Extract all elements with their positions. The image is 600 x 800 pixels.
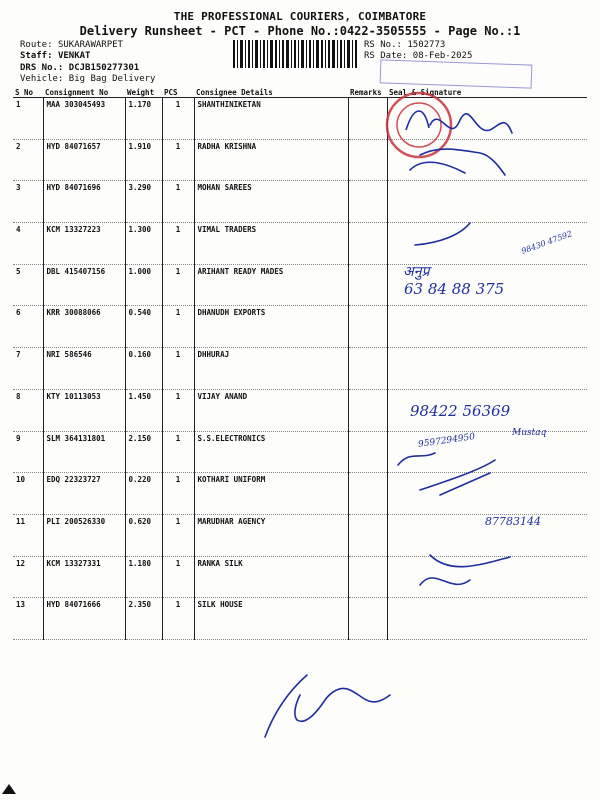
- handwritten-phone-8: 98422 56369: [410, 402, 511, 420]
- cell-sno: 7: [13, 348, 43, 390]
- col-seal-signature: Seal & Signature: [387, 87, 587, 98]
- rs-no-label: RS No.:: [364, 40, 402, 50]
- barcode: [233, 40, 359, 68]
- cell-weight: 1.300: [125, 223, 162, 265]
- rs-no-value: 1502773: [407, 40, 446, 50]
- route-value: SUKARAWARPET: [57, 40, 123, 50]
- cell-sno: 6: [13, 306, 43, 348]
- bottom-signature: [255, 665, 405, 745]
- cell-pcs: 1: [162, 389, 194, 431]
- cell-consignment: SLM 364131801: [43, 431, 125, 473]
- cell-sno: 9: [13, 431, 43, 473]
- drs-label: DRS No.:: [20, 63, 64, 73]
- cell-sno: 5: [13, 264, 43, 306]
- drs-value: DCJB150277301: [68, 63, 140, 73]
- cell-weight: 1.000: [125, 264, 162, 306]
- cell-sno: 8: [13, 389, 43, 431]
- cell-sno: 2: [13, 139, 43, 181]
- col-pcs: PCS: [162, 87, 194, 98]
- staff-label: Staff:: [20, 51, 53, 61]
- corner-triangle: [2, 784, 16, 794]
- cell-consignee: DHANUDH EXPORTS: [194, 306, 348, 348]
- col-weight: Weight: [125, 87, 162, 98]
- route-label: Route:: [20, 40, 53, 50]
- cell-consignee: KOTHARI UNIFORM: [194, 473, 348, 515]
- cell-consignee: VIJAY ANAND: [194, 389, 348, 431]
- cell-weight: 0.220: [125, 473, 162, 515]
- cell-consignment: NRI 586546: [43, 348, 125, 390]
- cell-pcs: 1: [162, 348, 194, 390]
- cell-pcs: 1: [162, 223, 194, 265]
- cell-weight: 1.910: [125, 139, 162, 181]
- cell-pcs: 1: [162, 181, 194, 223]
- cell-pcs: 1: [162, 264, 194, 306]
- cell-weight: 0.540: [125, 306, 162, 348]
- cell-pcs: 1: [162, 598, 194, 640]
- cell-consignment: MAA 303045493: [43, 98, 125, 140]
- cell-sno: 4: [13, 223, 43, 265]
- rs-date-value: 08-Feb-2025: [412, 51, 473, 61]
- company-name: THE PROFESSIONAL COURIERS, COIMBATORE: [173, 10, 427, 23]
- cell-pcs: 1: [162, 139, 194, 181]
- handwritten-phone-5: 63 84 88 375: [404, 280, 505, 298]
- cell-pcs: 1: [162, 556, 194, 598]
- handwritten-phone-9: 9597294950: [417, 432, 476, 450]
- col-remarks: Remarks: [348, 87, 387, 98]
- signature-scribbles: [380, 95, 590, 640]
- col-consignment: Consignment No: [43, 87, 125, 98]
- cell-consignee: SILK HOUSE: [194, 598, 348, 640]
- cell-weight: 2.350: [125, 598, 162, 640]
- cell-weight: 1.180: [125, 556, 162, 598]
- cell-pcs: 1: [162, 473, 194, 515]
- cell-weight: 1.170: [125, 98, 162, 140]
- cell-sno: 3: [13, 181, 43, 223]
- vehicle-line: [20, 74, 155, 84]
- cell-weight: 3.290: [125, 181, 162, 223]
- cell-sno: 12: [13, 556, 43, 598]
- cell-consignment: PLI 200526330: [43, 514, 125, 556]
- cell-consignee: MOHAN SAREES: [194, 181, 348, 223]
- handwritten-phone-11: 87783144: [485, 515, 541, 528]
- runsheet-title: Delivery Runsheet - PCT - Phone No.:0422-3505555 - Page No.:1: [79, 24, 521, 38]
- route-line: [20, 40, 123, 50]
- col-consignee: Consignee Details: [194, 87, 348, 98]
- drs-line: [20, 63, 139, 73]
- cell-consignee: RANKA SILK: [194, 556, 348, 598]
- cell-weight: 0.620: [125, 514, 162, 556]
- cell-consignment: KCM 13327331: [43, 556, 125, 598]
- cell-weight: 2.150: [125, 431, 162, 473]
- cell-consignment: HYD 84071696: [43, 181, 125, 223]
- cell-pcs: 1: [162, 306, 194, 348]
- top-stamp: [380, 59, 533, 88]
- cell-sno: 11: [13, 514, 43, 556]
- cell-consignee: MARUDHAR AGENCY: [194, 514, 348, 556]
- rs-date-label: RS Date:: [364, 51, 408, 61]
- cell-consignment: HYD 84071657: [43, 139, 125, 181]
- vehicle-label: Vehicle:: [20, 74, 64, 84]
- cell-consignee: S.S.ELECTRONICS: [194, 431, 348, 473]
- cell-consignment: HYD 84071666: [43, 598, 125, 640]
- cell-sno: 13: [13, 598, 43, 640]
- cell-consignment: KTY 10113053: [43, 389, 125, 431]
- cell-consignment: DBL 415407156: [43, 264, 125, 306]
- cell-consignee: DHHURAJ: [194, 348, 348, 390]
- staff-value: VENKAT: [57, 51, 91, 61]
- cell-weight: 0.160: [125, 348, 162, 390]
- col-sno: S No: [13, 87, 43, 98]
- cell-sno: 1: [13, 98, 43, 140]
- cell-sno: 10: [13, 473, 43, 515]
- staff-line: [20, 51, 90, 61]
- handwritten-name-5: अनुप्र: [403, 264, 430, 280]
- cell-pcs: 1: [162, 431, 194, 473]
- handwritten-phone-5b: 98430 47592: [520, 229, 574, 256]
- cell-consignee: SHANTHINIKETAN: [194, 98, 348, 140]
- cell-consignee: ARIHANT READY MADES: [194, 264, 348, 306]
- handwritten-signature-9: Mustaq: [512, 428, 547, 438]
- cell-consignment: KRR 30088066: [43, 306, 125, 348]
- vehicle-value: Big Bag Delivery: [68, 74, 156, 84]
- cell-consignee: VIMAL TRADERS: [194, 223, 348, 265]
- rs-no-line: [364, 40, 445, 50]
- cell-weight: 1.450: [125, 389, 162, 431]
- cell-consignment: KCM 13327223: [43, 223, 125, 265]
- cell-consignee: RADHA KRISHNA: [194, 139, 348, 181]
- cell-pcs: 1: [162, 98, 194, 140]
- cell-pcs: 1: [162, 514, 194, 556]
- cell-consignment: EDQ 22323727: [43, 473, 125, 515]
